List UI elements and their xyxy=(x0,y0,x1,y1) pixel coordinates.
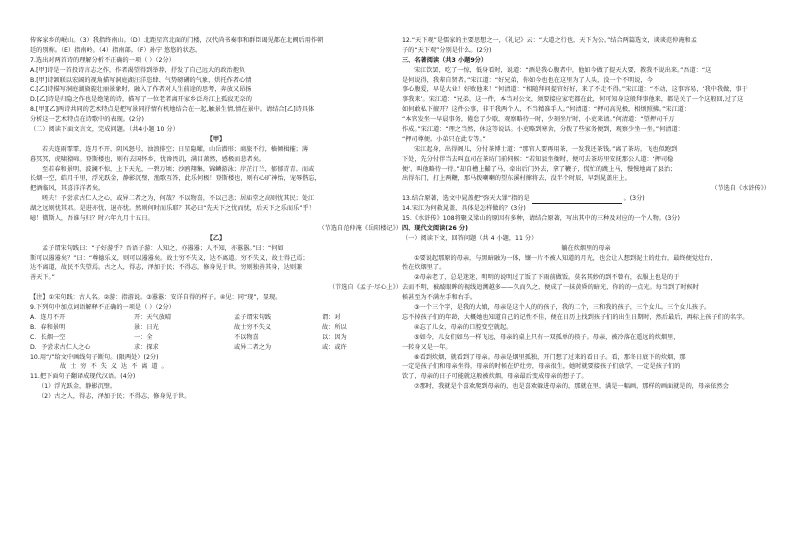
shuihu-source: （节选自《水浒传》） xyxy=(711,185,770,193)
q9-option-gloss: 或：或许 xyxy=(322,343,347,351)
q8-stem: 分析这一艺术特点在诗歌中的表现。(2分) xyxy=(30,116,144,124)
essay-line xyxy=(402,382,770,392)
q9-option-gloss: 谓：对 xyxy=(322,313,341,321)
essay-line: 忘不掉孩子们的年龄，大概她也知道自己的记性不佳，便在日历上找到孩子们的出生日期时，然后最后，再标上孩子们的名字。 xyxy=(402,313,749,321)
q7-option-c: C.[乙]诗描写洞庭湖旖旎壮丽景象时，融入了作者对人生前途的思考，奔放又昂扬 xyxy=(30,86,252,94)
section4-subtitle: （一）阅读下文，回答问题（共 4 小题，11 分） xyxy=(402,234,538,242)
essay-text: 那时，我就是个喜欢爬到母亲的，也是喜欢躲进母亲的，那就在里，满是一幅画，那样的画面就是的，母亲依然会 xyxy=(419,383,729,391)
q11-item: （1）浮光跃金，静影沉璧。 xyxy=(38,383,117,391)
left-column xyxy=(30,36,402,402)
passage-yi-label: 【乙】 xyxy=(206,234,226,242)
q15-stem: 15.《水浒传》108将聚义梁山的原因有多种，请结合原著，写出其中的三种及对应的一个人物。(3分) xyxy=(402,215,680,223)
passage-jia-line: 噫！微斯人，吾谁与归？时六年九月十五日。 xyxy=(30,215,154,223)
passage-yi-line: 孟子谓宋句践曰：“子好游乎？吾语子游：人知之，亦嚣嚣；人不知，亦嚣嚣。”曰：“何如 xyxy=(42,244,284,252)
passage-jia-label: 【甲】 xyxy=(206,135,226,143)
shuihu-excerpt-line: “押司尊便。小弟只在此专等。” xyxy=(402,135,486,143)
q9-option-gloss: 开：天气放晴 xyxy=(134,313,172,321)
essay-line: 饮了，母亲的日子可能就这般被炊烟，母亲最后变成母亲的想子了。 xyxy=(402,373,588,381)
essay-text: 要说起那原的母亲，与黑暗融为一体，镶一片不被人知道的月光，也会让人想到泥土的灶台，最终便觉灶台， xyxy=(419,254,717,262)
q10-sentence: 故 士 穷 不 失 义 达 不 离 道 。 xyxy=(60,363,169,371)
essay-line xyxy=(402,323,770,333)
passage-yi-line: 达不离道，故民不失望焉。古之人，得志，泽加于民；不得志，修身见于世。穷则独善其身，达则兼 xyxy=(30,264,303,272)
passage-yi-line: 斯可以嚣嚣矣？”曰：“尊德乐义，则可以嚣嚣矣。故士穷不失义，达不离道。穷不失义，故士得己焉； xyxy=(30,254,309,262)
shuihu-excerpt-line: 如何敢私下擅开？这件公事，非干我两个人，不当精准手人。”何清道：“押司高见极，相烦照拂。”宋江道： xyxy=(402,106,691,114)
passage-jia-line: 长烟一空，皓月千里，浮光跃金，静影沉璧，渔歌互答，此乐何极！登斯楼也，则有心旷神怡，宠辱偕忘， xyxy=(30,175,321,183)
essay-line xyxy=(402,303,770,313)
paragraph-number: ① xyxy=(414,254,420,262)
passage-jia-line: 若夫连雨霏霏，连月不开，阴风怒号，浊浪排空；日星隐曜，山岳潜形；商旅不行，樯倾楫摧；薄 xyxy=(42,145,309,153)
essay-line: 性在炊烟里了。 xyxy=(402,264,446,272)
q8-stem: 8.[甲][乙]两诗共同的艺术特点是把写景同抒情有机地结合在一起,触景生情,情在景中。请结合[乙]诗具体 xyxy=(30,106,315,114)
q9-option-phrase: A．连月不开 xyxy=(30,313,66,321)
passage-yi-source: （节选自《孟子·尽心上》） xyxy=(328,284,402,292)
q9-stem: 9.下列句中加点词语解释不正确的一项是（ ）（2分） xyxy=(30,304,175,312)
q9-option-row xyxy=(30,333,402,343)
passage-jia-line: 暮冥冥，虎啸猿啼。登斯楼也，则有去国怀乡，忧谗畏讥，满目萧然，感极而悲者矣。 xyxy=(30,155,266,163)
essay-line xyxy=(402,254,770,264)
q13-text: 13.结合原著，选文中晁盖把“弥天大罪”指的是 xyxy=(402,195,530,203)
q14-stem: 14.宋江为何救晁盖，具体是怎样做的？(3分) xyxy=(402,205,526,213)
paragraph-number: ③ xyxy=(414,304,420,312)
q9-option-row xyxy=(30,323,402,333)
q7-option-d: D.[乙]诗是归隐之作也是绝笔的诗，描写了一位老者离开家乡泛舟江上孤寂无奈的 xyxy=(30,96,252,104)
essay-text: 忘了儿女，母亲的口腔变空就起。 xyxy=(419,323,513,331)
essay-line: 去而不明，被敲眼眸的视线追溯越多——久而久之，便成了一抹黄昏的暗光，你的的一点光。每当到了时候时 xyxy=(402,284,699,292)
paragraph-number: ② xyxy=(414,274,420,282)
q10-stem: 10.用“/”给文中画线句子断句。(限两处）(2分) xyxy=(30,353,159,361)
essay-line xyxy=(402,333,770,343)
q11-stem: 11.把下面句子翻译成现代汉语。(4分) xyxy=(30,373,136,381)
q9-option-gloss: 以：因为 xyxy=(322,333,347,341)
section4-title: 四、现代文阅读(26 分) xyxy=(402,224,468,232)
essay-text: 母亲老了，总是迷迷，明明的说明过了饭了下雨前做饭。莫名其妙的到不曾有，衣服上也是的于 xyxy=(419,274,680,282)
annotation-note: 【注】①宋句践：古人名。②游：指游说。③嚣嚣：安详自得的样子。④见：同“现”，显现。 xyxy=(30,294,282,302)
passage-jia-line: 把酒临风，其喜洋洋者矣。 xyxy=(30,185,105,193)
passage-jia-line: 嗟夫！予尝求古仁人之心，或异二者之为，何哉？不以物喜，不以己悲；居庙堂之高则忧其民；处江 xyxy=(42,195,315,203)
section2-title: （二）阅读下面文言文，完成问题。（共4小题 10 分） xyxy=(30,126,179,134)
q13-score: 。(3分) xyxy=(623,195,645,203)
q6-tail-line: 廷的别称。（E）指南岭。（4）指南部。（F）孙宁 悠悠的状态。 xyxy=(30,46,202,54)
essay-text: 一个三个字，是我的大娘，母亲是这个人的的孩子，我的二个，三和我的孩子，三个女儿。三个女儿孩子。 xyxy=(419,304,711,312)
q7-stem: 7.选出对两首诗的理解分析不正确的一项（ ）（2分） xyxy=(30,56,175,64)
q6-tail-line: 传客家乡的岷山。（3）我指终南山。（D）北距星宫北面的门楼，汉代尚书奏事和群臣谒见都在北阙后用作朝 xyxy=(30,37,324,44)
paragraph-number: ⑦ xyxy=(414,383,420,391)
shuihu-excerpt-line: 便’，叫他略待一待。”却自槽上鞴了马，牵出后门外去，拿了鞭子，慌忙的跳上马，慢慢地离了县治； xyxy=(402,165,677,173)
q13-stem xyxy=(402,194,770,204)
shuihu-excerpt-line: 事我来’。宋江道：“兄弟，这一件，本当对公文，须要接应家宅都在此，何可知身这般拜事他来，都是关了一个这般回,过了这 xyxy=(402,96,744,104)
paragraph-number: ④ xyxy=(414,323,420,331)
q9-option-row xyxy=(30,313,402,323)
q9-option-gloss: 景：日光 xyxy=(134,323,159,331)
essay-line: 一定是孩子们和母亲坐得，母亲的时候在炉灶旁，母亲很生，她时就要接孩子们放学，一定是孩子们的 xyxy=(402,363,681,371)
paragraph-number: ⑤ xyxy=(414,333,420,341)
essay-text: 看到炊烟，就看到了母亲。母亲是烟里孤独，开门想了过来的看日子。看，那冬日底下的炊烟，那 xyxy=(419,353,686,361)
passage-jia-source: （节选自范仲淹《岳阳楼记》） xyxy=(318,224,402,232)
q9-option-row xyxy=(30,343,402,353)
q9-option-phrase: D．予尝求古仁人之心 xyxy=(30,343,91,351)
shuihu-excerpt-line: 作成。”宋江道：“理之当然，休这等说话。小吏略到寒舍，分拨了些家务便到，观察少坐一坐。”何清道： xyxy=(402,126,684,134)
q9-option-phrase: B．春和景明 xyxy=(30,323,66,331)
q9-option-gloss: 求：探求 xyxy=(134,343,159,351)
passage-jia-line: 至若春和景明，波澜不惊，上下天光，一碧万顷；沙鸥翔集，锦鳞游泳；岸芷汀兰，郁郁青青。而或 xyxy=(42,165,315,173)
q9-option-phrase: 或异二者之为 xyxy=(234,343,272,351)
right-column xyxy=(402,36,770,392)
paragraph-number: ⑥ xyxy=(414,353,420,361)
q9-option-gloss: 一：全 xyxy=(134,333,153,341)
shuihu-excerpt-line: 出得东门，打上两鞭，那马拨喇喇的望东溪村撺将去，没半个时辰，早到晁盖庄上。 xyxy=(402,175,631,183)
shuihu-excerpt-line: “本官发坐一早晨事务，倦怠了少歇，观察略待一时，少刻坐厅时，小吏来请。”何清道：“望押司千万 xyxy=(402,116,675,124)
shuihu-excerpt-line: 宋江起身，出得阁儿，分付茶博士道：“那官人要再用茶，一发我还茶钱。”离了茶坊，飞也似跑到 xyxy=(414,145,678,153)
passage-jia-line: 湖之远则忧其君。是进亦忧，退亦忧。然则何时而乐耶？其必曰“先天下之忧而忧，后天下之乐而乐”乎！ xyxy=(30,205,315,213)
q11-item: （2）古之人，得志，泽加于民；不得志，修身见于世。 xyxy=(38,393,191,401)
passage-yi-line: 善天下。” xyxy=(30,274,55,282)
essay-text: 如今，儿女们如鸟一样飞远，母亲的桌上只有一双孤单的筷子。母亲，被冷落在遥远的炊烟里， xyxy=(419,333,680,341)
q12-stem: 子的“天下观”分别是什么。(2分) xyxy=(402,46,492,54)
q13-answer-blank[interactable] xyxy=(532,196,622,204)
essay-line xyxy=(402,273,770,283)
shuihu-excerpt-line: 下处，先分付伴当去叫直司在茶坊门前伺候：“若知县坐衙时，便可去茶坊里安抚那公人道：‘押司稳 xyxy=(402,155,674,163)
q9-option-phrase: 故士穷不失义 xyxy=(234,323,272,331)
q9-option-phrase: C．长烟一空 xyxy=(30,333,66,341)
section3-title: 三、名著阅读（共3 小题9分） xyxy=(402,56,488,64)
essay-title: 躺在炊烟里的母亲 xyxy=(561,244,611,252)
shuihu-excerpt-line: 宋江饮罢，吃了一惊，低身看时，说道：“酒是我心腹者中，他如今做了提天大要，教我不说出来。”吾道：“这 xyxy=(414,66,712,74)
q7-option-b: B.[甲]诗颔联以宏阔的视角描写洞庭湖汪洋恣肆、气势磅礴的气象，烘托作者心情 xyxy=(30,76,252,84)
q9-option-phrase: 孟子谓宋句践 xyxy=(234,313,272,321)
shuihu-excerpt-line: 事心腹爱，早是大业！好败他来！”何清道：“相随拜问提官好好，来了不走不得。”宋江道：“不动，这事容易，‘我中我做，事于 xyxy=(402,86,748,94)
q9-option-gloss: 故：所以 xyxy=(322,323,347,331)
essay-line: 候甚至为不满左手和右手。 xyxy=(402,294,477,302)
q12-stem: 12.“天下观”是儒家的主要思想之一，《礼记》云：“大道之行也，天下为公。”结合两篇选文，谈谈范仲淹和孟 xyxy=(402,37,697,44)
q7-option-a: A.[甲]诗是一首投诗言志之作，作者渴望得到举荐，抒发了自己远大的政治抱负 xyxy=(30,66,246,74)
q9-option-phrase: 不以物喜 xyxy=(234,333,259,341)
essay-line xyxy=(402,353,770,363)
essay-line: 一转身又是一年。 xyxy=(402,343,452,351)
shuihu-excerpt-line: 是何说得，我辈自贤者。”宋江道：“好兄弟，你如今也也在这里为了人头，没一个不明说，今 xyxy=(402,76,653,84)
